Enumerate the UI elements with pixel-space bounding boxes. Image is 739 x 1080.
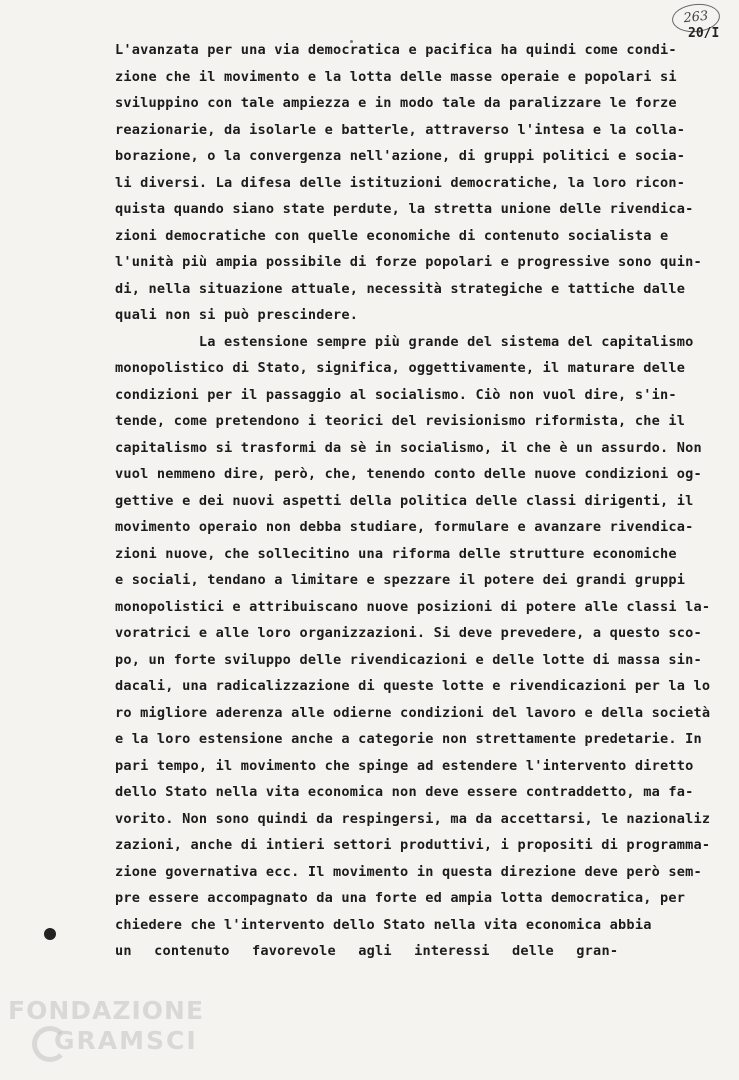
text-line: monopolistici e attribuiscano nuove posizioni di potere alle classi la- [115, 598, 711, 615]
text-line: zione governativa ecc. Il movimento in questa direzione deve però sem- [115, 863, 702, 880]
text-line: quali non si può prescindere. [115, 307, 359, 323]
page-number-typed: 20/I [688, 26, 720, 41]
text-line: zioni nuove, che sollecitino una riforma delle strutture economiche [115, 545, 677, 562]
text-line: ro migliore aderenza alle odierne condizioni del lavoro e della società [115, 704, 711, 721]
archive-watermark [8, 996, 208, 1076]
text-line: un contenuto favorevole agli interessi delle gran- [115, 943, 619, 959]
text-line: po, un forte sviluppo delle rivendicazioni e delle lotte di massa sin- [115, 651, 702, 668]
text-line: li diversi. La difesa delle istituzioni democratiche, la loro ricon- [115, 174, 686, 191]
text-line: zioni democratiche con quelle economiche di contenuto socialista e [115, 227, 669, 244]
text-line: vorito. Non sono quindi da respingersi, ma da accettarsi, le nazionaliz [115, 810, 711, 827]
text-line: chiedere che l'intervento dello Stato nella vita economica abbia [115, 916, 652, 933]
page-number-stamp: 263 [671, 2, 722, 35]
text-line: zazioni, anche di intieri settori produttivi, i propositi di programma- [115, 837, 711, 853]
watermark-line1: FONDAZIONE [8, 996, 205, 1025]
text-line: movimento operaio non debba studiare, formulare e avanzare rivendica- [115, 519, 694, 535]
text-line: condizioni per il passaggio al socialismo. Ciò non vuol dire, s'in- [115, 386, 677, 403]
text-line: di, nella situazione attuale, necessità strategiche e tattiche dalle [115, 280, 686, 297]
text-line: reazionarie, da isolarle e batterle, attraverso l'intesa e la colla- [115, 121, 686, 138]
text-line: dello Stato nella vita economica non deve essere contraddetto, ma fa- [115, 784, 694, 800]
text-line: monopolistico di Stato, significa, oggettivamente, il maturare delle [115, 360, 686, 376]
text-line: voratrici e alle loro organizzazioni. Si deve prevedere, a questo sco- [115, 625, 702, 641]
text-line: sviluppino con tale ampiezza e in modo tale da paralizzare le forze [115, 95, 677, 111]
text-line: e la loro estensione anche a categorie non strettamente predetarie. In [115, 731, 702, 747]
text-line: zione che il movimento e la lotta delle masse operaie e popolari si [115, 68, 677, 85]
text-line: quista quando siano state perdute, la stretta unione delle rivendica- [115, 201, 694, 217]
text-line: tende, come pretendono i teorici del revisionismo riformista, che il [115, 413, 686, 429]
text-line: La estensione sempre più grande del sistema del capitalismo [115, 333, 694, 350]
text-line: pari tempo, il movimento che spinge ad estendere l'intervento diretto [115, 757, 694, 774]
text-line: borazione, o la convergenza nell'azione, di gruppi politici e socia- [115, 148, 686, 164]
typewritten-text [115, 37, 735, 965]
text-line: L'avanzata per una via democratica e pacifica ha quindi come condi- [115, 42, 677, 58]
text-line: vuol nemmeno dire, però, che, tenendo conto delle nuove condizioni og- [115, 466, 702, 482]
text-line: capitalismo si trasformi da sè in socialismo, il che è un assurdo. Non [115, 439, 702, 456]
text-line: e sociali, tendano a limitare e spezzare il potere dei grandi gruppi [115, 572, 686, 588]
punch-hole [44, 928, 56, 940]
text-line: gettive e dei nuovi aspetti della politica delle classi dirigenti, il [115, 492, 694, 509]
text-line: dacali, una radicalizzazione di queste lotte e rivendicazioni per la lo [115, 678, 711, 694]
watermark-line2: GRAMSCI [54, 1026, 198, 1055]
text-line: l'unità più ampia possibile di forze popolari e progressive sono quin- [115, 254, 702, 270]
text-line: pre essere accompagnato da una forte ed ampia lotta democratica, per [115, 890, 686, 906]
